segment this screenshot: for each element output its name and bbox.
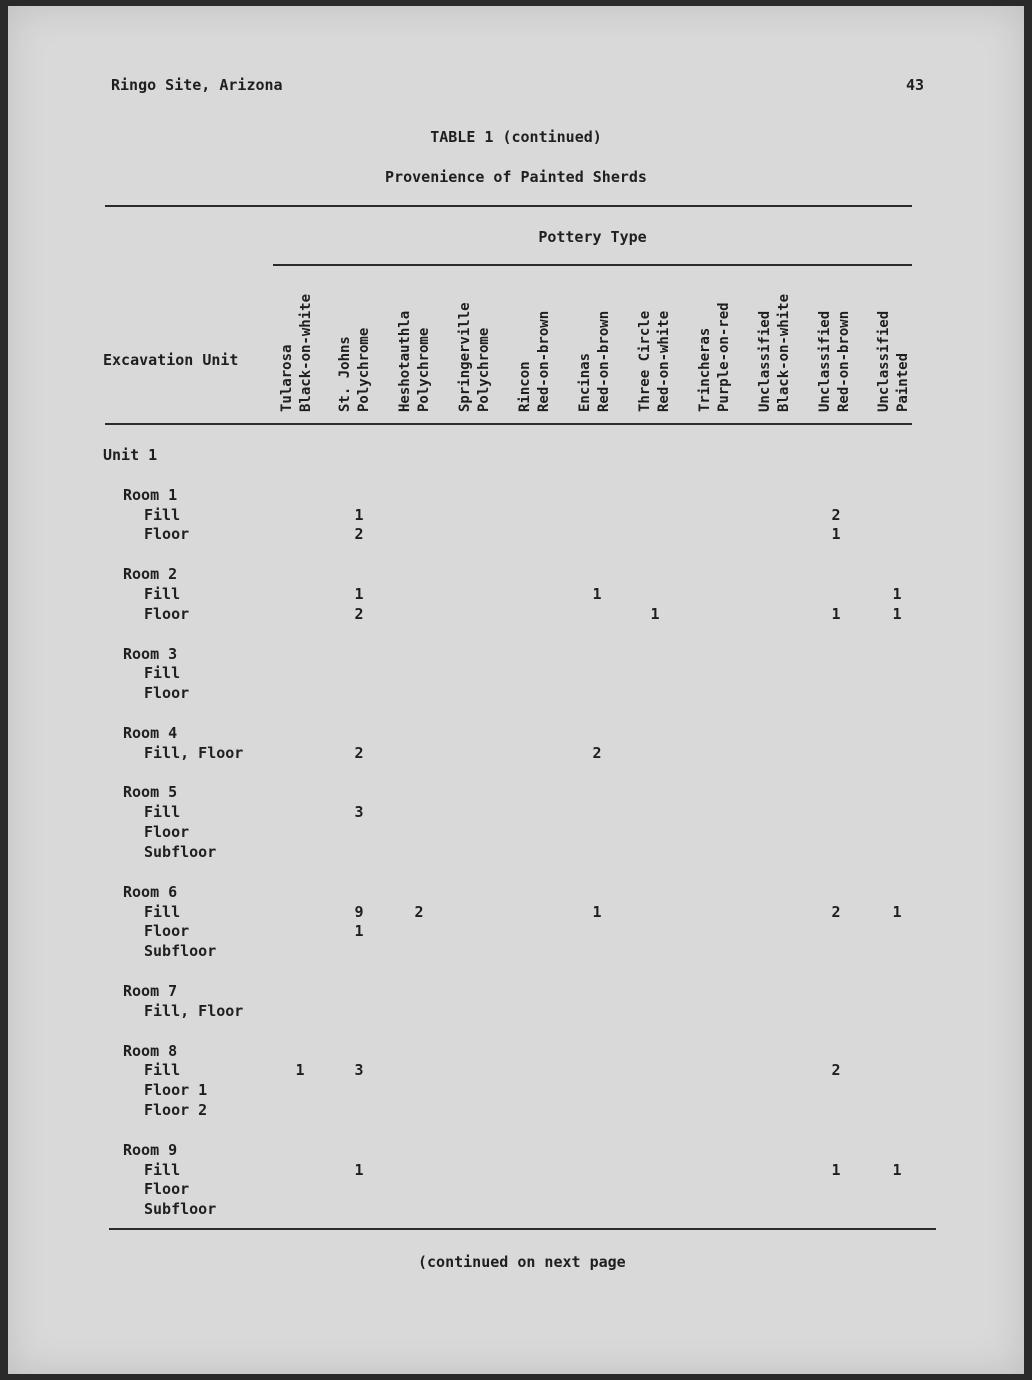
context-label: Subfloor [144, 942, 217, 961]
count-cell: 2 [354, 743, 364, 762]
count-cell: 1 [831, 525, 841, 544]
count-cell: 1 [592, 584, 602, 603]
context-label: Fill [144, 1061, 181, 1080]
column-header-line2: Black-on-white [776, 293, 792, 412]
running-head-title: Ringo Site, Arizona [111, 76, 283, 94]
column-header-8 [696, 302, 734, 412]
count-cell: 2 [592, 743, 602, 762]
table-top-rule [105, 205, 912, 207]
column-header-line1: Trincheras [697, 327, 713, 412]
count-cell: 9 [354, 902, 364, 921]
table-title: TABLE 1 (continued) [430, 128, 602, 146]
count-cell: 1 [831, 1160, 841, 1179]
room-label: Room 1 [123, 485, 178, 504]
room-label: Room 9 [123, 1140, 178, 1159]
context-label: Floor [144, 525, 190, 544]
table-subtitle: Provenience of Painted Sherds [385, 168, 647, 186]
count-cell: 2 [831, 902, 841, 921]
column-header-3 [396, 311, 434, 412]
pottery-type-header: Pottery Type [538, 228, 647, 246]
count-cell: 1 [354, 505, 364, 524]
excavation-unit-header: Excavation Unit [103, 351, 239, 369]
count-cell: 2 [354, 525, 364, 544]
context-label: Fill, Floor [144, 1001, 244, 1020]
column-header-line2: Red-on-white [656, 310, 672, 412]
count-cell: 3 [354, 1061, 364, 1080]
count-cell: 1 [892, 1160, 902, 1179]
column-header-line1: Encinas [577, 352, 593, 412]
count-cell: 2 [831, 1061, 841, 1080]
context-label: Fill, Floor [144, 743, 244, 762]
column-header-line1: Tularosa [279, 344, 295, 412]
room-label: Room 8 [123, 1041, 178, 1060]
context-label: Floor [144, 823, 190, 842]
column-header-line1: Heshotauthla [397, 310, 413, 412]
column-header-line1: Unclassified [876, 310, 892, 412]
column-header-line2: Red-on-brown [536, 310, 552, 412]
column-header-line2: Polychrome [416, 327, 432, 412]
column-header-line1: Three Circle [637, 310, 653, 412]
context-label: Subfloor [144, 1200, 217, 1219]
room-label: Room 4 [123, 723, 178, 742]
room-label: Room 7 [123, 981, 178, 1000]
column-header-1 [278, 294, 316, 412]
room-label: Room 2 [123, 565, 178, 584]
room-label: Room 3 [123, 644, 178, 663]
context-label: Fill [144, 1160, 181, 1179]
column-header-line2: Painted [895, 352, 911, 412]
column-header-5 [516, 311, 554, 412]
context-label: Fill [144, 584, 181, 603]
table-bottom-rule [109, 1228, 936, 1230]
context-label: Fill [144, 803, 181, 822]
context-label: Fill [144, 664, 181, 683]
page-number: 43 [906, 76, 925, 94]
column-header-line1: Unclassified [817, 310, 833, 412]
room-label: Room 6 [123, 882, 178, 901]
group-header-rule [273, 264, 912, 266]
document-page [8, 6, 1024, 1374]
context-label: Floor 1 [144, 1081, 208, 1100]
column-header-2 [336, 328, 374, 412]
context-label: Floor [144, 684, 190, 703]
column-header-line1: Springerville [457, 302, 473, 412]
column-header-line2: Polychrome [356, 327, 372, 412]
context-label: Fill [144, 902, 181, 921]
count-cell: 2 [831, 505, 841, 524]
header-bottom-rule [105, 423, 912, 425]
column-header-line2: Red-on-brown [596, 310, 612, 412]
context-label: Floor 2 [144, 1101, 208, 1120]
column-header-line1: Unclassified [757, 310, 773, 412]
count-cell: 1 [354, 922, 364, 941]
count-cell: 1 [650, 604, 660, 623]
column-header-4 [456, 302, 494, 412]
count-cell: 1 [892, 902, 902, 921]
column-header-6 [576, 311, 614, 412]
column-header-line1: Rincon [517, 361, 533, 412]
count-cell: 1 [831, 604, 841, 623]
column-header-line1: St. Johns [337, 336, 353, 412]
count-cell: 2 [354, 604, 364, 623]
count-cell: 1 [592, 902, 602, 921]
column-header-7 [636, 311, 674, 412]
column-header-line2: Purple-on-red [716, 302, 732, 412]
count-cell: 1 [892, 604, 902, 623]
column-header-line2: Red-on-brown [836, 310, 852, 412]
column-header-9 [756, 294, 794, 412]
column-header-line2: Black-on-white [298, 293, 314, 412]
column-header-11 [875, 311, 913, 412]
unit-label: Unit 1 [103, 446, 158, 464]
count-cell: 3 [354, 803, 364, 822]
context-label: Floor [144, 604, 190, 623]
column-header-10 [816, 311, 854, 412]
column-header-line2: Polychrome [476, 327, 492, 412]
context-label: Floor [144, 922, 190, 941]
count-cell: 1 [354, 584, 364, 603]
context-label: Subfloor [144, 843, 217, 861]
count-cell: 1 [892, 584, 902, 603]
count-cell: 2 [414, 902, 424, 921]
continued-note: (continued on next page [418, 1253, 626, 1271]
room-label: Room 5 [123, 783, 178, 802]
context-label: Floor [144, 1180, 190, 1199]
count-cell: 1 [295, 1061, 305, 1080]
count-cell: 1 [354, 1160, 364, 1179]
context-label: Fill [144, 505, 181, 524]
